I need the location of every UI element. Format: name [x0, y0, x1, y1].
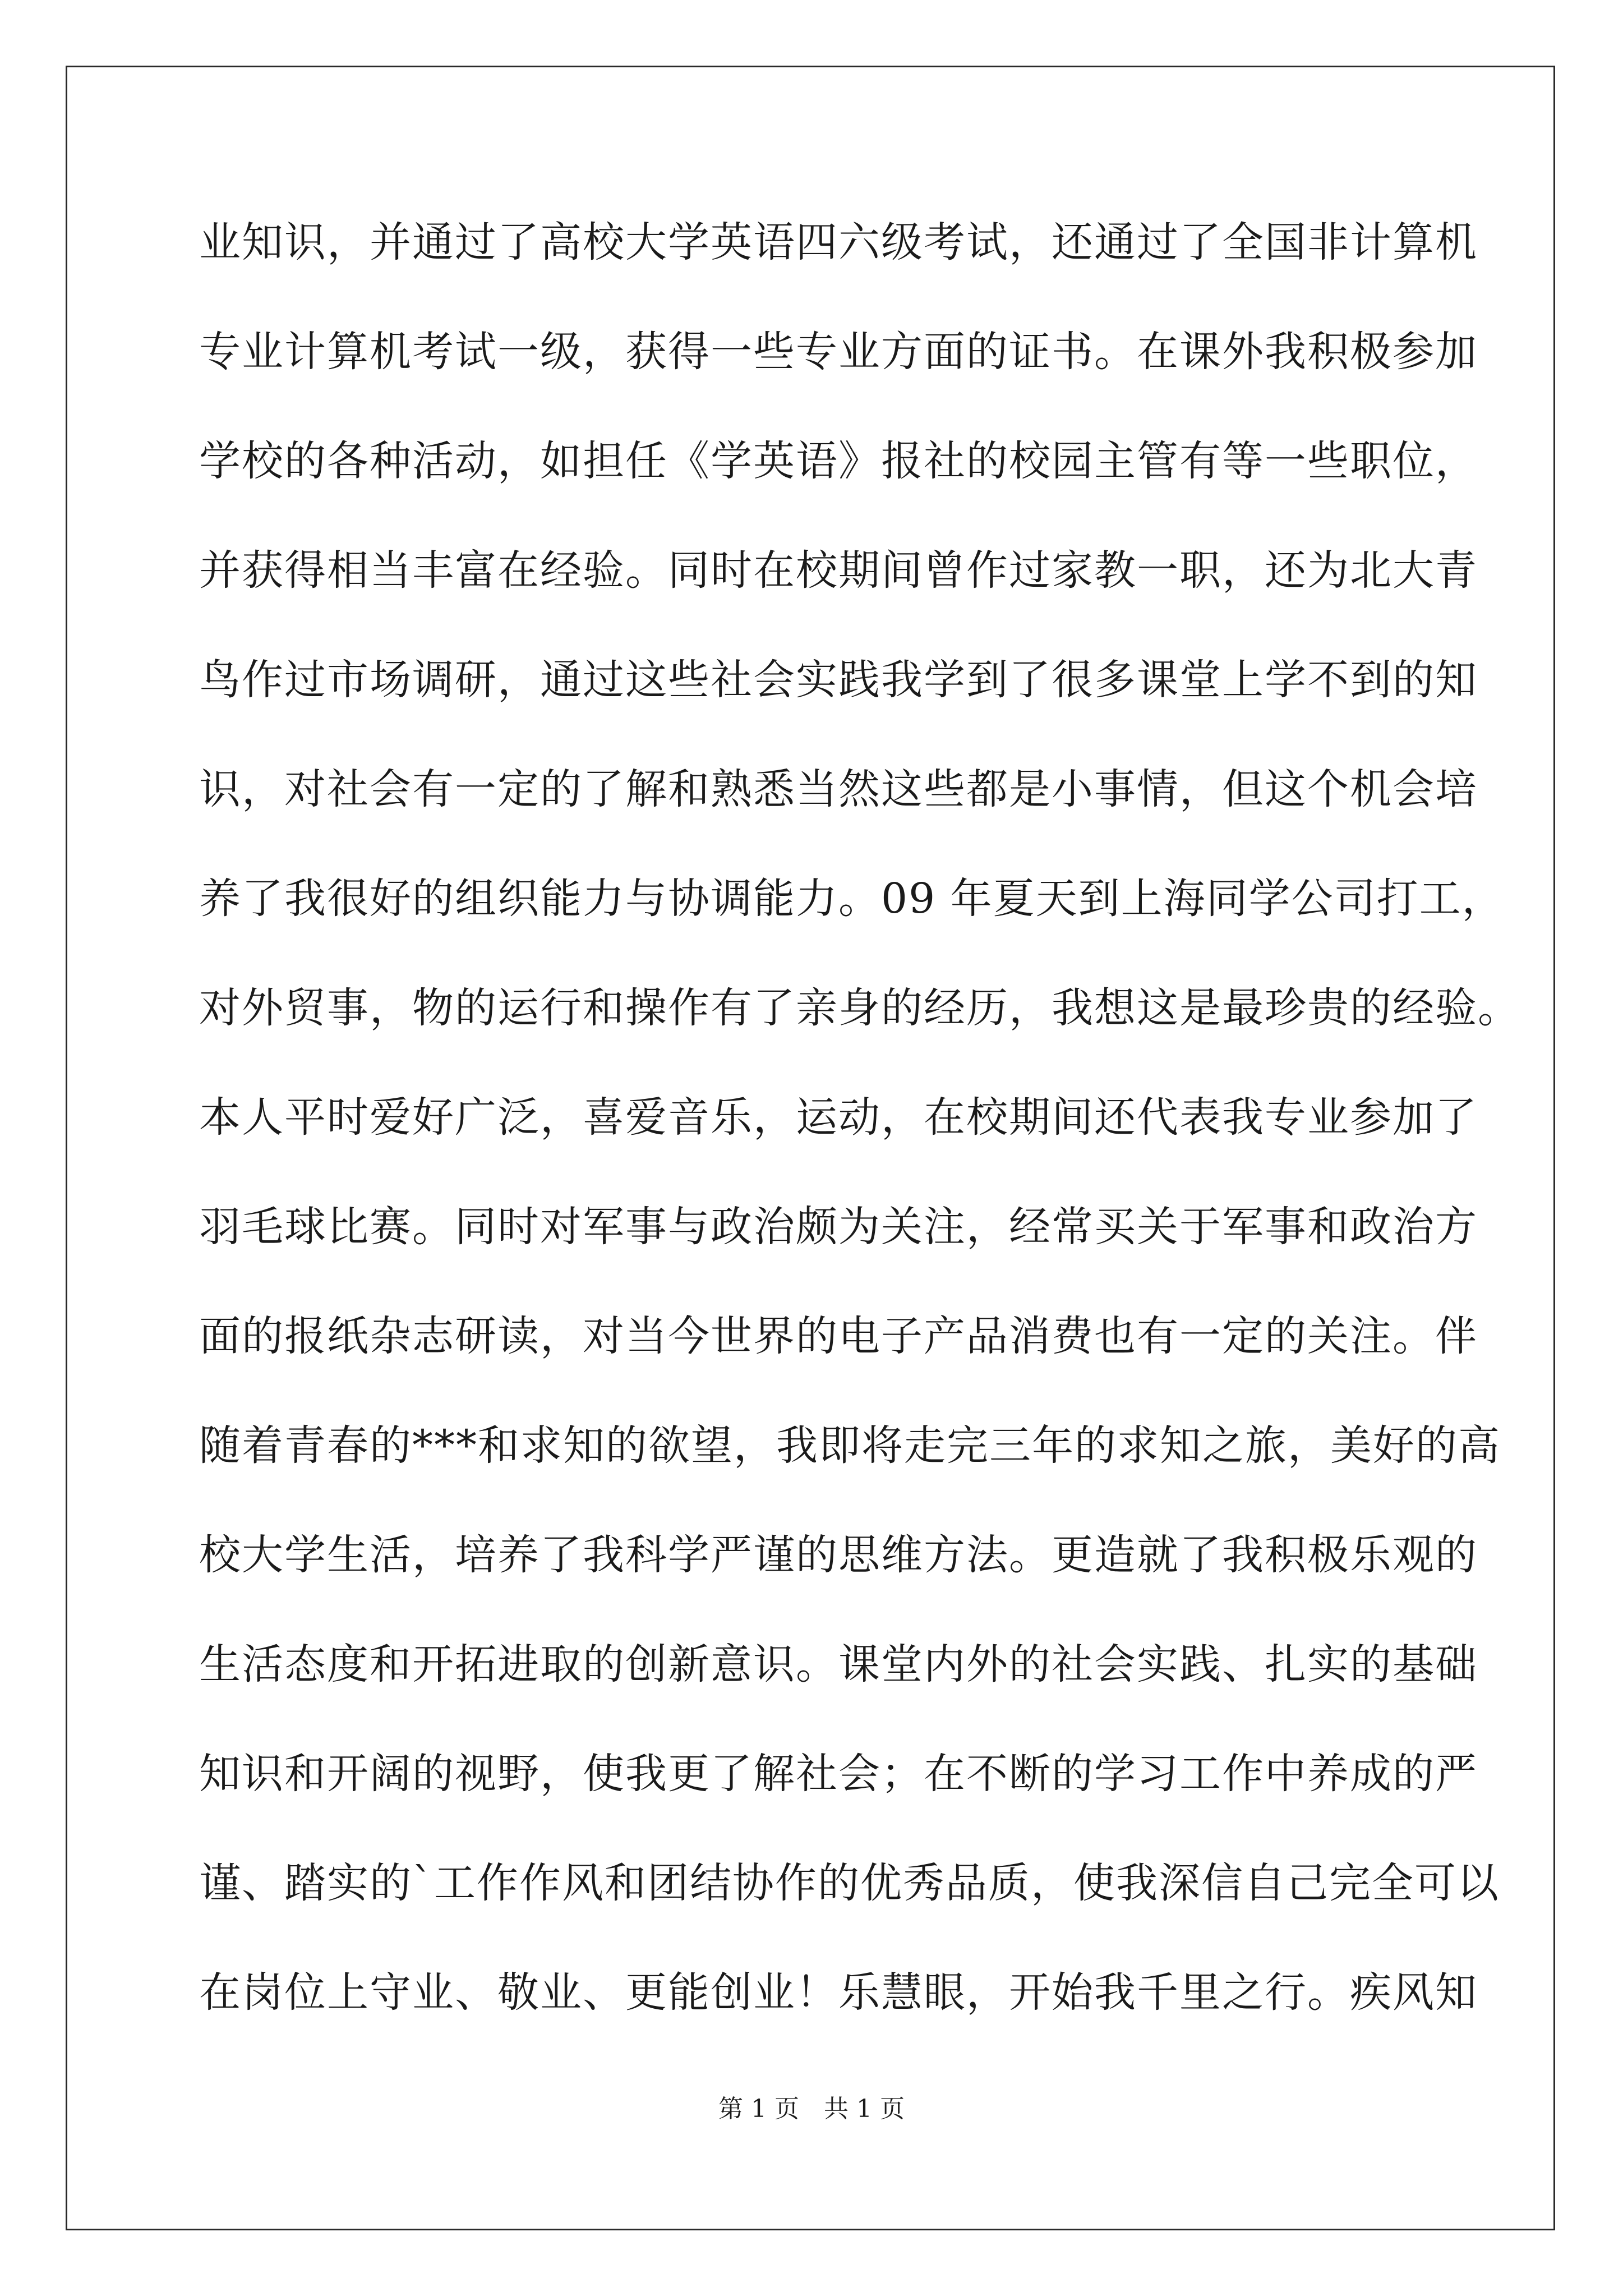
text-line: 识，对社会有一定的了解和熟悉当然这些都是小事情，但这个机会培: [199, 765, 1478, 813]
text-line: 在岗位上守业、敬业、更能创业！乐慧眼，开始我千里之行。疾风知: [199, 1968, 1478, 2017]
text-line: 学校的各种活动，如担任《学英语》报社的校园主管有等一些职位，: [199, 437, 1478, 485]
text-line: 谨、踏实的`工作作风和团结协作的优秀品质，使我深信自己完全可以: [199, 1859, 1500, 1907]
text-line: 生活态度和开拓进取的创新意识。课堂内外的社会实践、扎实的基础: [199, 1640, 1478, 1688]
page-number-footer: 第 1 页 共 1 页: [718, 2095, 905, 2123]
text-line: 业知识，并通过了高校大学英语四六级考试，还通过了全国非计算机: [199, 218, 1478, 266]
text-line: 专业计算机考试一级，获得一些专业方面的证书。在课外我积极参加: [199, 328, 1478, 376]
body-text: [199, 209, 1520, 2068]
text-line: 随着青春的***和求知的欲望，我即将走完三年的求知之旅，美好的高: [199, 1421, 1501, 1470]
text-line: 羽毛球比赛。同时对军事与政治颇为关注，经常买关于军事和政治方: [199, 1203, 1478, 1251]
text-line: 本人平时爱好广泛，喜爱音乐，运动，在校期间还代表我专业参加了: [199, 1093, 1478, 1142]
text-line: 养了我很好的组织能力与协调能力。09 年夏天到上海同学公司打工，: [199, 875, 1505, 923]
text-line: 知识和开阔的视野，使我更了解社会；在不断的学习工作中养成的严: [199, 1750, 1478, 1798]
text-line: 校大学生活，培养了我科学严谨的思维方法。更造就了我积极乐观的: [199, 1531, 1478, 1579]
text-line: 并获得相当丰富在经验。同时在校期间曾作过家教一职，还为北大青: [199, 546, 1478, 595]
text-line: 对外贸事，物的运行和操作有了亲身的经历，我想这是最珍贵的经验。: [199, 984, 1520, 1032]
text-line: 面的报纸杂志研读，对当今世界的电子产品消费也有一定的关注。伴: [199, 1312, 1478, 1360]
text-line: 鸟作过市场调研，通过这些社会实践我学到了很多课堂上学不到的知: [199, 656, 1478, 704]
